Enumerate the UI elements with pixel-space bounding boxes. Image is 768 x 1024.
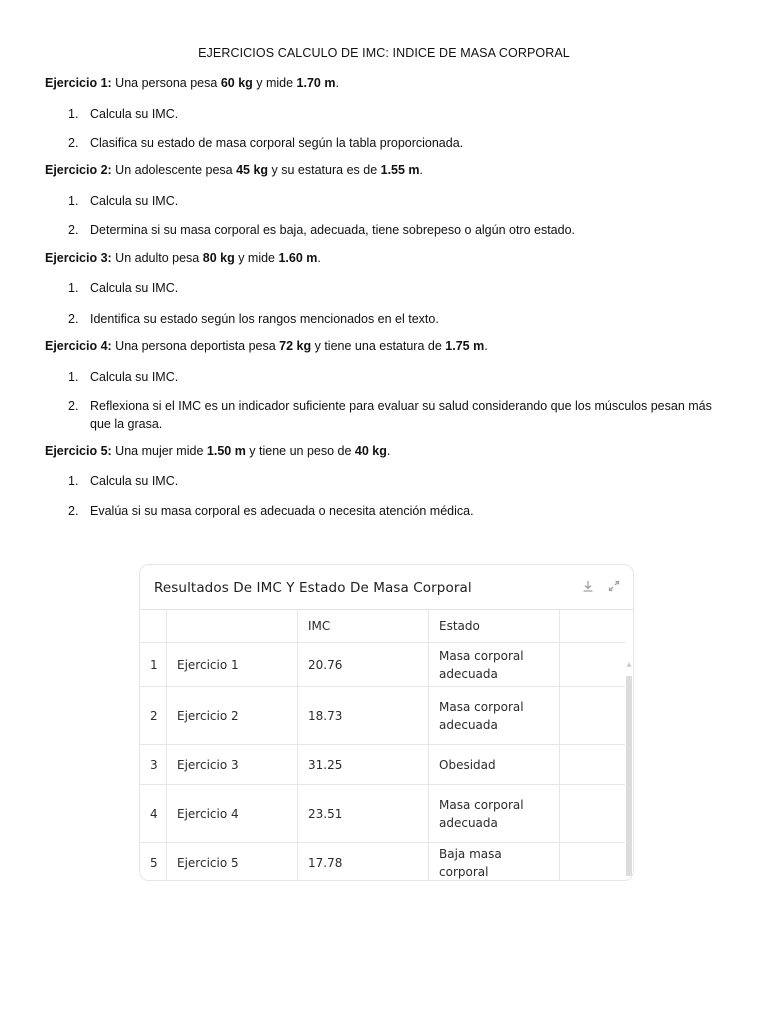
row-estado: Masa corporal adecuada — [429, 785, 560, 843]
row-name: Ejercicio 3 — [167, 745, 298, 785]
scrollbar-thumb[interactable] — [626, 676, 632, 876]
exercise-text: . — [335, 76, 339, 90]
exercise-text: y su estatura es de — [268, 163, 381, 177]
exercise-text: . — [317, 251, 321, 265]
row-imc: 23.51 — [298, 785, 429, 843]
exercise-value: 1.60 m — [278, 251, 318, 265]
column-header — [167, 610, 298, 643]
exercise-3-heading — [45, 251, 321, 265]
list-item: 2. Evalúa si su masa corporal es adecuada o necesita atención médica. — [68, 504, 474, 518]
exercise-value: 40 kg — [354, 444, 387, 458]
exercise-5-heading — [45, 444, 390, 458]
exercise-text: y mide — [234, 251, 279, 265]
row-estado: Baja masa corporal — [429, 843, 560, 882]
table-row — [140, 785, 626, 843]
table-row — [140, 687, 626, 745]
exercise-value: 60 kg — [220, 76, 253, 90]
row-estado: Masa corporal adecuada — [429, 643, 560, 687]
column-header — [140, 610, 167, 643]
row-index: 5 — [140, 843, 167, 882]
row-estado: Obesidad — [429, 745, 560, 785]
list-item: 2. Clasifica su estado de masa corporal según la tabla proporcionada. — [68, 136, 464, 150]
exercise-text: Una persona pesa — [111, 76, 221, 90]
list-item: 1. Calcula su IMC. — [68, 194, 179, 208]
exercise-text: Una persona deportista pesa — [111, 339, 280, 353]
exercise-value: 45 kg — [236, 163, 269, 177]
exercise-4-heading — [45, 339, 488, 353]
exercise-text: y tiene un peso de — [245, 444, 355, 458]
expand-icon[interactable] — [606, 578, 622, 594]
list-item: 2. Reflexiona si el IMC es un indicador suficiente para evaluar su salud considerando que los músculos pesan más que la grasa. — [68, 399, 712, 431]
exercise-value: 1.70 m — [296, 76, 336, 90]
exercise-label: Ejercicio 1: — [45, 76, 112, 90]
row-index: 1 — [140, 643, 167, 687]
row-name: Ejercicio 1 — [167, 643, 298, 687]
row-empty-cell — [560, 687, 626, 745]
exercise-label: Ejercicio 3: — [45, 251, 112, 265]
results-table — [140, 610, 626, 881]
row-empty-cell — [560, 843, 626, 882]
exercise-text: Una mujer mide — [111, 444, 207, 458]
row-index: 3 — [140, 745, 167, 785]
exercise-value: 1.75 m — [445, 339, 485, 353]
column-header — [560, 610, 626, 643]
list-item: 1. Calcula su IMC. — [68, 370, 179, 384]
results-table-header — [140, 565, 633, 610]
exercise-value: 80 kg — [202, 251, 235, 265]
list-item: 2. Determina si su masa corporal es baja, adecuada, tiene sobrepeso o algún otro estado. — [68, 223, 576, 237]
exercise-value: 72 kg — [279, 339, 312, 353]
results-table-card — [139, 564, 634, 881]
scroll-up-arrow-icon[interactable]: ▲ — [626, 661, 632, 668]
exercise-2-heading — [45, 163, 423, 177]
row-index: 4 — [140, 785, 167, 843]
exercise-text: Un adulto pesa — [111, 251, 203, 265]
row-name: Ejercicio 4 — [167, 785, 298, 843]
exercise-value: 1.50 m — [206, 444, 246, 458]
document-title: EJERCICIOS CALCULO DE IMC: INDICE DE MASA CORPORAL — [198, 46, 570, 60]
results-table-title: Resultados De IMC Y Estado De Masa Corporal — [154, 580, 472, 596]
column-header-imc: IMC — [298, 610, 429, 643]
exercise-text: y mide — [252, 76, 297, 90]
row-name: Ejercicio 2 — [167, 687, 298, 745]
list-item: 1. Calcula su IMC. — [68, 474, 179, 488]
list-item: 1. Calcula su IMC. — [68, 107, 179, 121]
exercise-1-heading — [45, 76, 339, 90]
exercise-value: 1.55 m — [380, 163, 420, 177]
row-estado: Masa corporal adecuada — [429, 687, 560, 745]
exercise-text: . — [419, 163, 424, 177]
table-scrollbar[interactable] — [625, 610, 633, 880]
row-imc: 20.76 — [298, 643, 429, 687]
table-row — [140, 745, 626, 785]
table-row — [140, 643, 626, 687]
exercise-text: y tiene una estatura de — [311, 339, 446, 353]
column-header-estado: Estado — [429, 610, 560, 643]
exercise-text: . — [484, 339, 488, 353]
row-imc: 18.73 — [298, 687, 429, 745]
exercise-label: Ejercicio 5: — [45, 444, 112, 458]
row-index: 2 — [140, 687, 167, 745]
table-header-row — [140, 610, 626, 643]
exercise-label: Ejercicio 4: — [45, 339, 112, 353]
exercise-label: Ejercicio 2: — [45, 163, 112, 177]
row-empty-cell — [560, 643, 626, 687]
exercise-text: . — [386, 444, 391, 458]
row-name: Ejercicio 5 — [167, 843, 298, 882]
list-item: 2. Identifica su estado según los rangos mencionados en el texto. — [68, 312, 439, 326]
exercise-text: Un adolescente pesa — [111, 163, 237, 177]
list-item: 1. Calcula su IMC. — [68, 281, 179, 295]
row-empty-cell — [560, 785, 626, 843]
download-icon[interactable] — [580, 578, 596, 594]
row-imc: 31.25 — [298, 745, 429, 785]
row-empty-cell — [560, 745, 626, 785]
table-row — [140, 843, 626, 882]
row-imc: 17.78 — [298, 843, 429, 882]
